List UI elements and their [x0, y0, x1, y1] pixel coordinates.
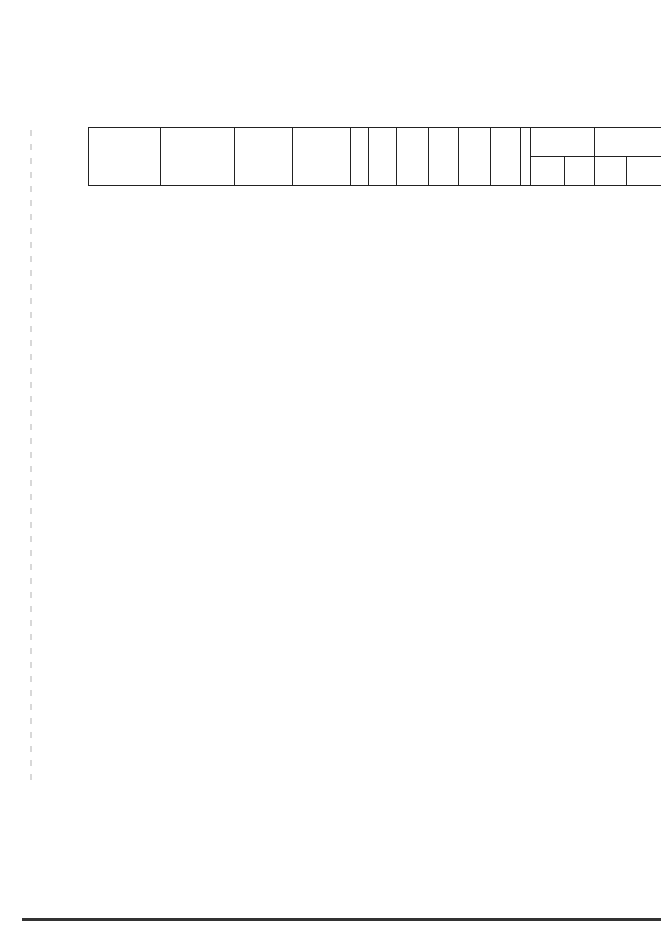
col-designation — [89, 128, 161, 186]
col-d1 — [351, 128, 369, 186]
col-a1 — [491, 128, 521, 186]
dimensions-table — [88, 127, 661, 186]
col-D1 — [235, 128, 293, 186]
col-zdD — [161, 128, 235, 186]
col-group-finish — [595, 128, 661, 157]
col-D2 — [293, 128, 351, 186]
col-t — [565, 157, 595, 186]
scan-bottom-edge — [22, 918, 661, 921]
col-l1 — [429, 128, 459, 186]
col-L — [369, 128, 397, 186]
page-header — [88, 72, 96, 88]
col-count-finish — [595, 157, 627, 186]
col-count-rough — [531, 157, 565, 186]
scan-edge — [30, 130, 32, 780]
col-a — [459, 128, 491, 186]
col-group-rough — [531, 128, 595, 157]
col-h — [521, 128, 531, 186]
col-t1 — [627, 157, 661, 186]
col-l — [397, 128, 429, 186]
